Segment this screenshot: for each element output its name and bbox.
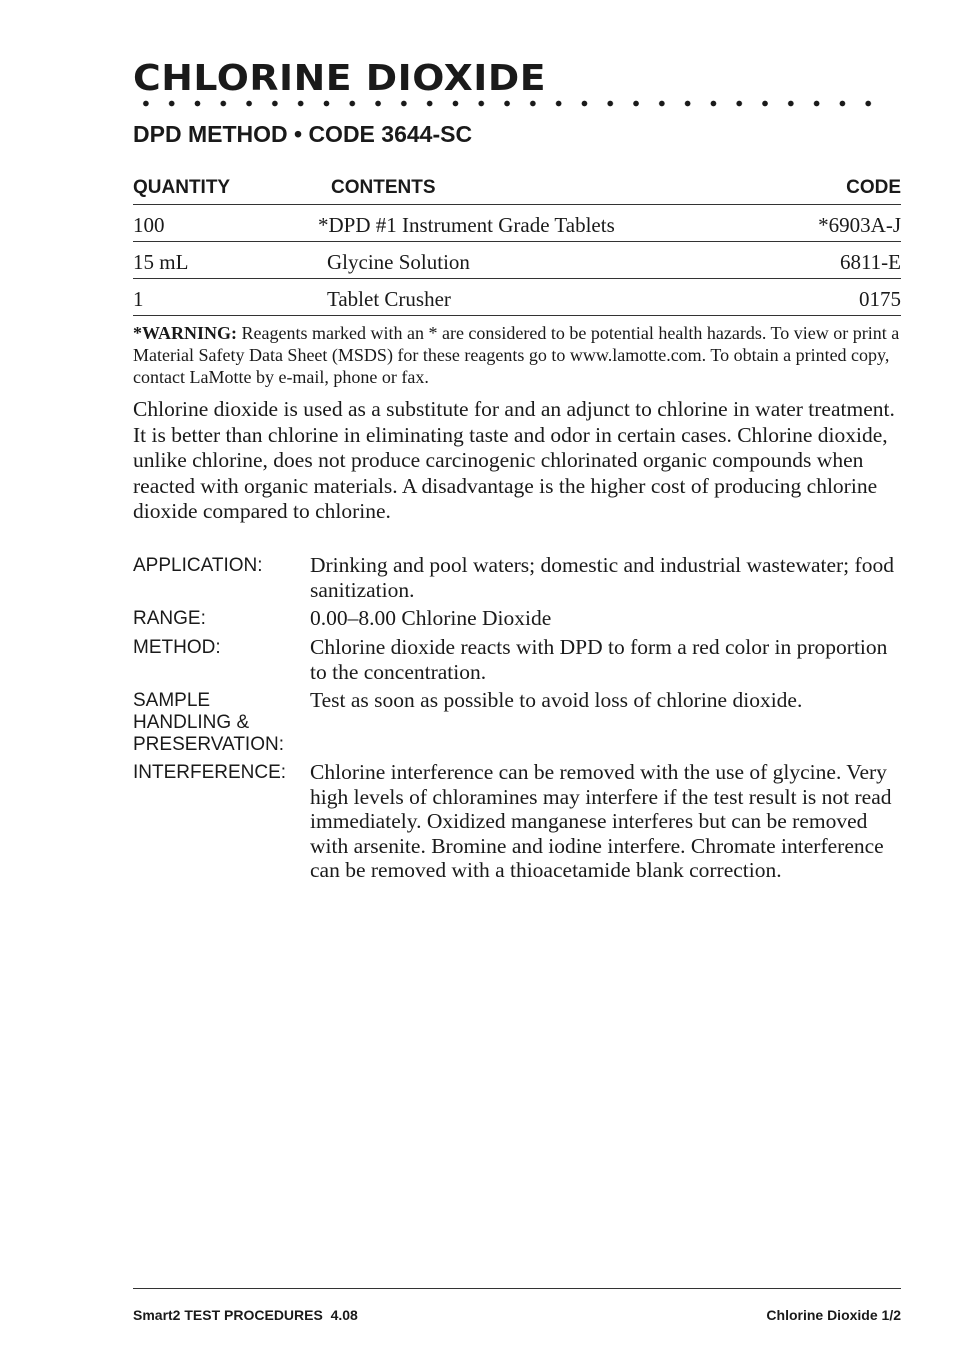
footer-divider [133,1288,901,1289]
dotted-divider [133,100,883,107]
application-label: APPLICATION: [133,555,263,576]
footer-right: Chlorine Dioxide 1/2 [766,1307,901,1323]
range-value: 0.00–8.00 Chlorine Dioxide [310,606,552,630]
table-row [133,279,901,316]
row-contents: *DPD #1 Instrument Grade Tablets [318,213,615,237]
sample-label-line1: SAMPLE [133,690,211,711]
footer-left: Smart2 TEST PROCEDURES 4.08 [133,1307,358,1323]
interference-value: Chlorine interference can be removed with the use of glycine. Very high levels of chloramines may interfere if the test result is not read immediately. Oxidized manganese interferes but can be removed with arsenite. Bromine and iodine interfere. Chromate interference can be removed with a thioacetamide blank correction. [310,760,892,882]
sample-handling-value: Test as soon as possible to avoid loss of chlorine dioxide. [310,688,803,712]
row-contents: Glycine Solution [327,250,470,274]
row-quantity: 100 [133,213,165,237]
sample-handling-label [133,690,284,756]
header-contents: CONTENTS [331,177,436,198]
row-code: *6903A-J [818,213,901,237]
row-code: 6811-E [839,250,901,274]
warning-text: Reagents marked with an * are considered to be potential health hazards. To view or print a Material Safety Data Sheet (MSDS) for these reagents go to www.lamotte.com. To obtain a printed copy, contact LaMotte by e-mail, phone or fax. [133,323,900,387]
range-label: RANGE: [133,608,206,629]
sample-label-line2: HANDLING & [133,712,250,733]
table-header [133,175,901,205]
interference-label: INTERFERENCE: [133,762,287,783]
page-title: CHLORINE DIOXIDE [133,58,547,99]
table-row [133,242,901,279]
kit-contents-table [133,175,901,316]
intro-paragraph: Chlorine dioxide is used as a substitute for and an adjunct to chlorine in water treatment. It is better than chlorine in eliminating taste and odor in certain cases. Chlorine dioxide, unlike chlorine, does not produce carcinogenic chlorinated organic compounds when reacted with organic materials. A disadvantage is the higher cost of producing chlorine dioxide compared to chlorine. [133,397,895,523]
header-quantity: QUANTITY [133,177,231,198]
row-code: 0175 [859,287,901,311]
header-code: CODE [846,177,901,198]
warning-note [133,322,903,388]
row-quantity: 1 [133,287,144,311]
application-value: Drinking and pool waters; domestic and industrial wastewater; food sanitization. [310,553,894,602]
row-contents: Tablet Crusher [327,287,451,311]
page-subtitle: DPD METHOD • CODE 3644-SC [133,121,473,147]
row-quantity: 15 mL [133,250,189,274]
warning-label: *WARNING: [133,323,238,343]
table-row [133,205,901,242]
sample-label-line3: PRESERVATION: [133,734,284,755]
method-label: METHOD: [133,637,221,658]
method-value: Chlorine dioxide reacts with DPD to form a red color in proportion to the concentration. [310,635,888,684]
